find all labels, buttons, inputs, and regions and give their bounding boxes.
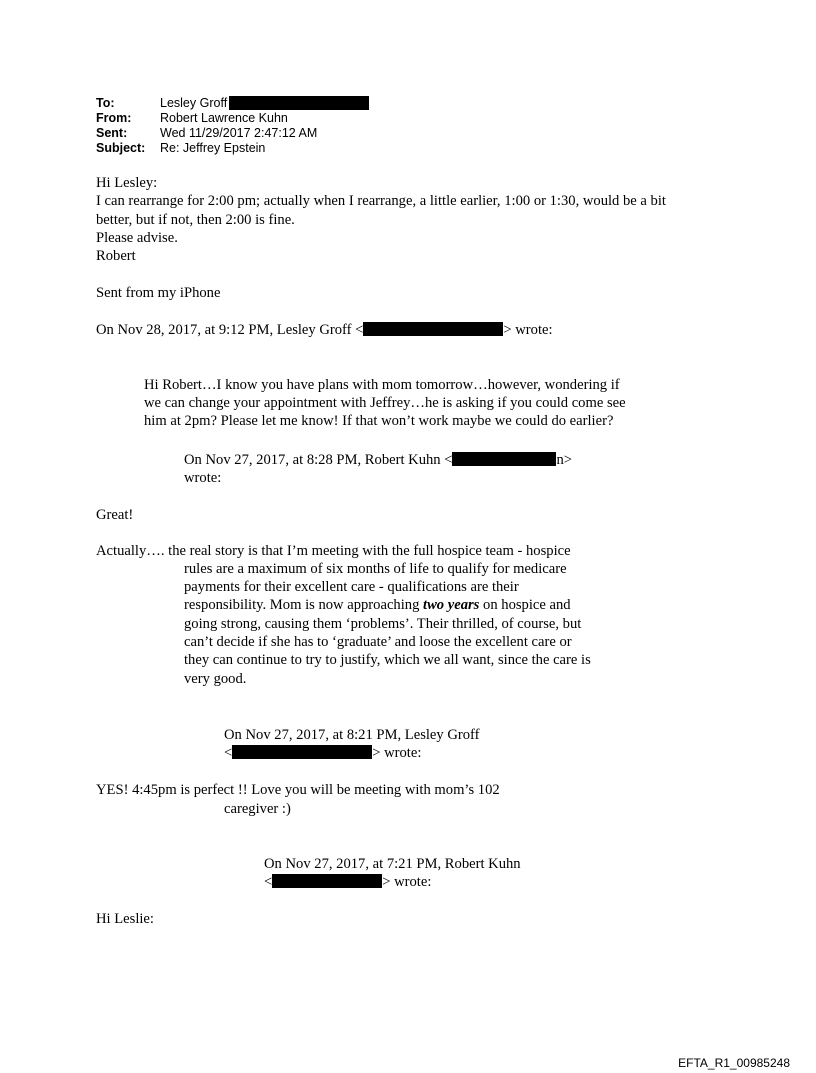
- subject-value: Re: Jeffrey Epstein: [160, 141, 266, 155]
- quote-header-text: On Nov 27, 2017, at 8:21 PM, Lesley Groff: [224, 727, 480, 743]
- redaction-bar: [272, 874, 382, 888]
- quote-header: [224, 744, 421, 763]
- body-line: I can rearrange for 2:00 pm; actually when I rearrange, a little earlier, 1:00 or 1:30, would be a bit: [96, 193, 666, 209]
- redaction-bar: [229, 96, 369, 110]
- emphasis-text: two years: [423, 597, 480, 613]
- reply-line: caregiver :): [224, 801, 291, 817]
- redaction-bar: [363, 322, 503, 336]
- quote-header-text: > wrote:: [382, 874, 432, 890]
- subject-label: Subject:: [96, 141, 146, 155]
- quote-header-text: <: [264, 874, 273, 890]
- greeting: Hi Lesley:: [96, 175, 158, 191]
- quote-header-text: n>: [556, 452, 573, 468]
- quoted-line: Hi Robert…I know you have plans with mom tomorrow…however, wondering if: [144, 377, 620, 393]
- email-header: [96, 96, 369, 156]
- to-label: To:: [96, 96, 115, 110]
- from-value: Robert Lawrence Kuhn: [160, 111, 288, 125]
- sent-row: [96, 126, 369, 141]
- quote-header-text: <: [224, 745, 233, 761]
- reply-line: [184, 596, 571, 615]
- quoted-line: him at 2pm? Please let me know! If that won’t work maybe we could do earlier?: [144, 413, 614, 429]
- sent-label: Sent:: [96, 126, 128, 140]
- redaction-bar: [232, 745, 372, 759]
- quote-header-text: On Nov 27, 2017, at 7:21 PM, Robert Kuhn: [264, 856, 521, 872]
- reply-line: they can continue to try to justify, which we all want, since the care is: [184, 652, 591, 668]
- reply-line: Hi Leslie:: [96, 911, 154, 927]
- from-row: [96, 111, 369, 126]
- quote-header-text: > wrote:: [503, 322, 553, 338]
- quote-header-text: wrote:: [184, 470, 222, 486]
- body-line: Please advise.: [96, 230, 178, 246]
- sent-from-line: Sent from my iPhone: [96, 285, 221, 301]
- quote-header: [184, 451, 572, 470]
- reply-text: responsibility. Mom is now approaching: [184, 597, 424, 613]
- body-line: better, but if not, then 2:00 is fine.: [96, 212, 295, 228]
- quote-header: [264, 873, 431, 892]
- reply-line: going strong, causing them ‘problems’. Their thrilled, of course, but: [184, 616, 582, 632]
- quote-header-text: On Nov 27, 2017, at 8:28 PM, Robert Kuhn <: [184, 452, 453, 468]
- redaction-bar: [452, 452, 556, 466]
- reply-line: can’t decide if she has to ‘graduate’ and loose the excellent care or: [184, 634, 572, 650]
- reply-text: on hospice and: [479, 597, 571, 613]
- document-id: EFTA_R1_00985248: [678, 1056, 790, 1070]
- to-row: [96, 96, 369, 111]
- reply-line: payments for their excellent care - qualifications are their: [184, 579, 519, 595]
- signature: Robert: [96, 248, 136, 264]
- quoted-line: we can change your appointment with Jeffrey…he is asking if you could come see: [144, 395, 626, 411]
- reply-line: Great!: [96, 507, 134, 523]
- quote-header-text: On Nov 28, 2017, at 9:12 PM, Lesley Groff <: [96, 322, 364, 338]
- quote-header-text: > wrote:: [372, 745, 422, 761]
- quote-header: [96, 321, 553, 340]
- to-value: Lesley Groff: [160, 96, 228, 110]
- reply-line: very good.: [184, 671, 247, 687]
- reply-line: rules are a maximum of six months of life to qualify for medicare: [184, 561, 567, 577]
- subject-row: [96, 141, 369, 156]
- from-label: From:: [96, 111, 132, 125]
- reply-line: Actually…. the real story is that I’m meeting with the full hospice team - hospice: [96, 543, 571, 559]
- sent-value: Wed 11/29/2017 2:47:12 AM: [160, 126, 318, 140]
- reply-line: YES! 4:45pm is perfect !! Love you will be meeting with mom’s 102: [96, 782, 500, 798]
